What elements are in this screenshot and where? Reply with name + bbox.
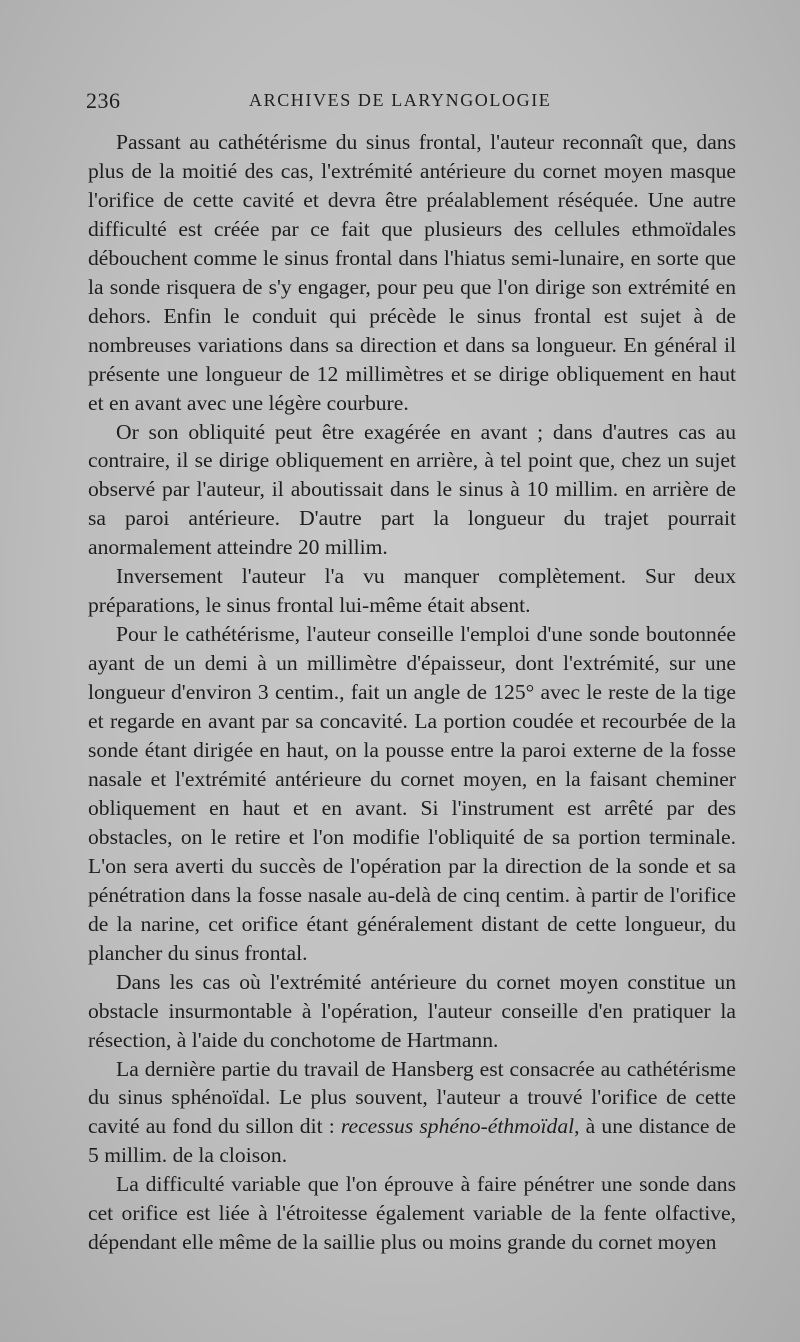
page-number: 236 xyxy=(86,88,121,113)
paragraph: Inversement l'auteur l'a vu manquer complètement. Sur deux préparations, le sinus frontal lui-même était absent. xyxy=(88,564,736,618)
body-text xyxy=(88,128,736,1257)
paragraph xyxy=(88,1055,736,1171)
paragraph: Dans les cas où l'extrémité antérieure du cornet moyen constitue un obstacle insurmontable à l'opération, l'auteur conseille d'en pratiquer la résection, à l'aide du conchotome de Hartmann. xyxy=(88,969,736,1052)
italic-term: recessus sphéno-éthmoïdal xyxy=(340,1114,575,1139)
running-title: ARCHIVES DE LARYNGOLOGIE xyxy=(249,90,552,110)
page-header xyxy=(86,88,736,118)
paragraph: La difficulté variable que l'on éprouve à faire pénétrer une sonde dans cet orifice est liée à l'étroitesse également variable de la fente olfactive, dépendant elle même de la saillie plus ou moins grande du cornet moyen xyxy=(88,1172,736,1255)
paragraph: Passant au cathétérisme du sinus frontal, l'auteur reconnaît que, dans plus de la moitié des cas, l'extrémité antérieure du cornet moyen masque l'orifice de cette cavité et devra être préalablement réséquée. Une autre difficulté est créée par ce fait que plusieurs des cellules ethmoïdales débouchent comme le sinus frontal dans l'hiatus semi-lunaire, en sorte que la sonde risquera de s'y engager, pour peu que l'on dirige son extrémité en dehors. Enfin le conduit qui précède le sinus frontal est sujet à de nombreuses variations dans sa direction et dans sa longueur. En général il présente une longueur de 12 millimètres et se dirige obliquement en haut et en avant avec une légère courbure. xyxy=(88,130,736,415)
paragraph: Or son obliquité peut être exagérée en avant ; dans d'autres cas au contraire, il se dirige obliquement en arrière, à tel point que, chez un sujet observé par l'auteur, il aboutissait dans le sinus à 10 millim. en arrière de sa paroi antérieure. D'autre part la longueur du trajet pourrait anormalement atteindre 20 millim. xyxy=(88,419,736,560)
paragraph-text: La dernière partie du travail de Hansberg est consacrée au cathétérisme du sinus sphénoïdal. Le plus souvent, l'auteur a trouvé l'orifice de cette cavité au fond du sillon dit : xyxy=(88,1056,736,1139)
paragraph: Pour le cathétérisme, l'auteur conseille l'emploi d'une sonde boutonnée ayant de un demi à un millimètre d'épaisseur, dont l'extrémité, sur une longueur d'environ 3 centim., fait un angle de 125° avec le reste de la tige et regarde en avant par sa concavité. La portion coudée et recourbée de la sonde étant dirigée en haut, on la pousse entre la paroi externe de la fosse nasale et l'extrémité antérieure du cornet moyen, en la faisant cheminer obliquement en haut et en avant. Si l'instrument est arrêté par des obstacles, on le retire et l'on modifie l'obliquité de sa portion terminale. L'on sera averti du succès de l'opération par la direction de la sonde et sa pénétration dans la fosse nasale au-delà de cinq centim. à partir de l'orifice de la narine, cet orifice étant généralement distant de cette longueur, du plancher du sinus frontal. xyxy=(88,622,736,965)
paragraph-text: , à une distance de 5 millim. de la cloison. xyxy=(88,1114,736,1168)
